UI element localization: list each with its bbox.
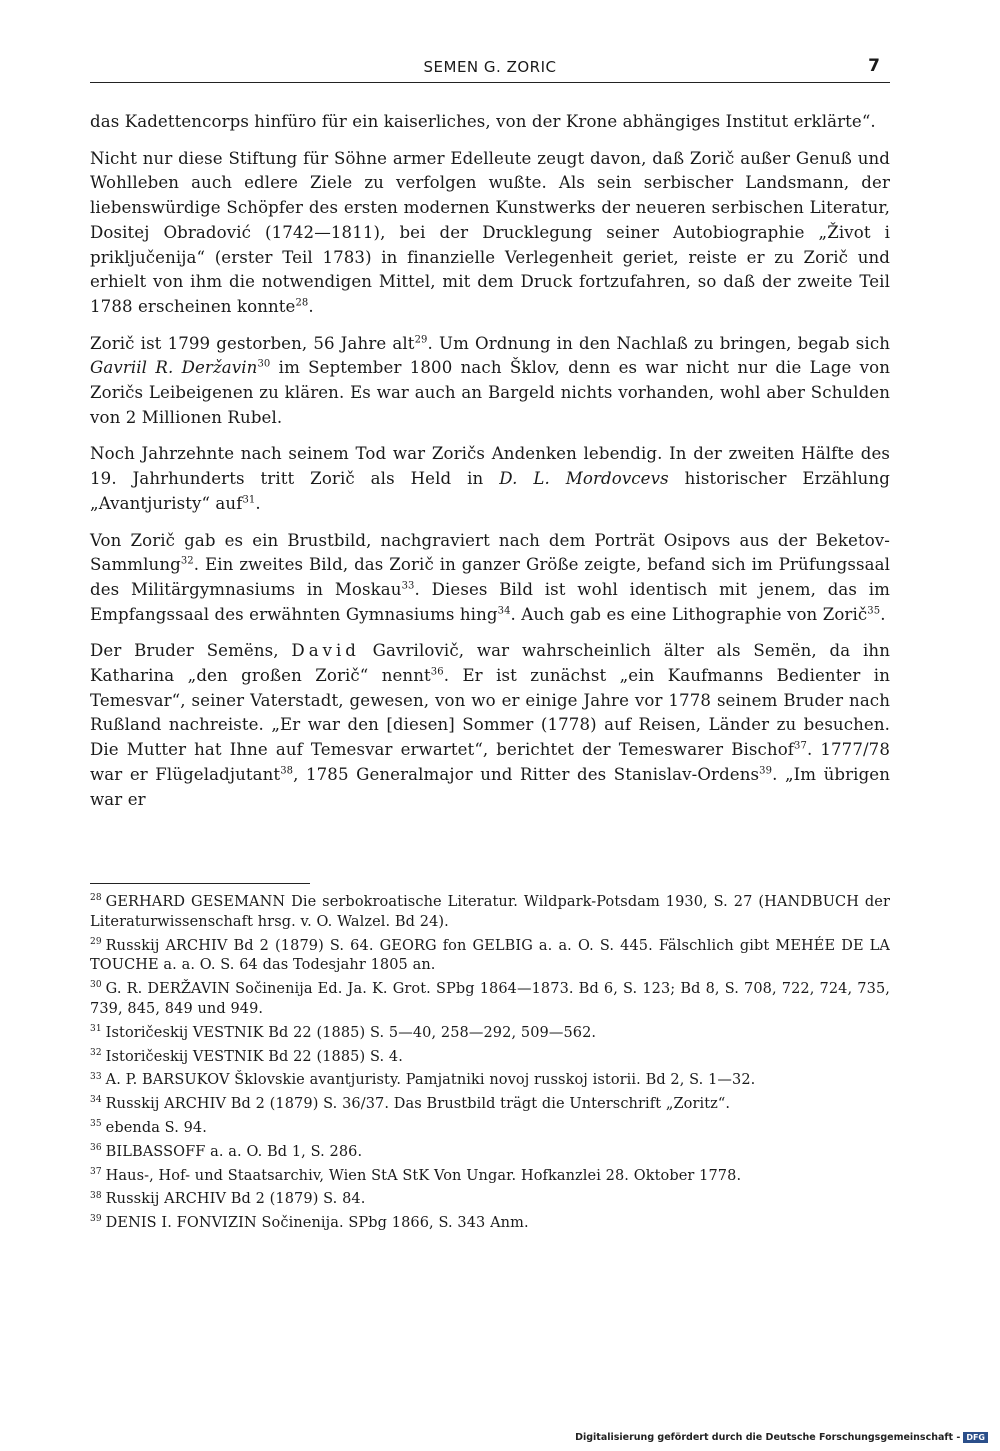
footnote (90, 1167, 890, 1187)
page-number: 7 (868, 56, 880, 76)
footnote-mark: 35 (90, 1119, 102, 1130)
paragraph: Der Bruder Semëns, David Gavrilovič, war wahrscheinlich älter als Semën, da ihn Katharina „den großen Zorič“ nennt$^{36}$. Er ist zunächst „ein Kaufmanns Bedienter in Temesvar“, seiner Vaterstadt, gewesen, von wo er einige Jahre vor 1778 seinem Bruder nach Rußland nachreiste. „Er war den [diesen] Sommer (1778) auf Reisen, Länder zu besuchen. Die Mutter hat Ihne auf Temesvar erwartet“, berichtet der Temeswarer Bischof$^{37}$. 1777/78 war er Flügeladjutant$^{38}$, 1785 Generalmajor und Ritter des Stanislav-Ordens$^{39}$. „Im übrigen war er (90, 641, 890, 809)
footnote (90, 980, 890, 1020)
footnote-text: Istoričeskij VESTNIK Bd 22 (1885) S. 4. (105, 1048, 403, 1065)
footnote-text: ebenda S. 94. (105, 1119, 207, 1136)
footnote-text: A. P. BARSUKOV Šklovskie avantjuristy. Pamjatniki novoj russkoj istorii. Bd 2, S. 1—32. (105, 1072, 756, 1089)
footnote-mark: 38 (90, 1190, 102, 1201)
footnote (90, 937, 890, 977)
footnote-mark: 36 (90, 1142, 102, 1153)
footnote-mark: 32 (90, 1047, 102, 1058)
paragraph: das Kadettencorps hinfüro für ein kaiserliches, von der Krone abhängiges Institut erklärte“. (90, 112, 876, 131)
footnote (90, 1190, 890, 1210)
funding-text: Digitalisierung gefördert durch die Deutsche Forschungsgemeinschaft - (575, 1432, 961, 1443)
footnote-mark: 34 (90, 1095, 102, 1106)
footnote-mark: 31 (90, 1023, 102, 1034)
footnote (90, 1024, 890, 1044)
footnote-rule (90, 883, 310, 884)
footnote-mark: 28 (90, 893, 102, 904)
running-title: SEMEN G. ZORIC (423, 58, 557, 76)
paragraph: Noch Jahrzehnte nach seinem Tod war Zoričs Andenken lebendig. In der zweiten Hälfte des 19. Jahrhunderts tritt Zorič als Held in D. L. Mordovcevs historischer Erzählung „Avantjuristy“ auf$^{31}$. (90, 444, 890, 513)
footnote (90, 1119, 890, 1139)
footnote (90, 1048, 890, 1068)
paragraph: Zorič ist 1799 gestorben, 56 Jahre alt$^{29}$. Um Ordnung in den Nachlaß zu bringen, begab sich Gavriil R. Deržavin$^{30}$ im September 1800 nach Šklov, denn es war nicht nur die Lage von Zoričs Leibeigenen zu klären. Es war auch an Bargeld nichts vorhanden, wohl aber Schulden von 2 Millionen Rubel. (90, 333, 891, 427)
paragraph: Von Zorič gab es ein Brustbild, nachgraviert nach dem Porträt Osipovs aus der Beketov-Sammlung$^{32}$. Ein zweites Bild, das Zorič in ganzer Größe zeigte, befand sich im Prüfungssaal des Militärgymnasiums in Moskau$^{33}$. Dieses Bild ist wohl identisch mit jenem, das im Empfangssaal des erwähnten Gymnasiums hing$^{34}$. Auch gab es eine Lithographie von Zorič$^{35}$. (90, 530, 890, 624)
page-header (90, 54, 890, 83)
footnote-mark: 29 (90, 936, 102, 947)
footnote-text: GERHARD GESEMANN Die serbokroatische Literatur. Wildpark-Potsdam 1930, S. 27 (HANDBUCH der Literaturwissenschaft hrsg. v. O. Walzel. Bd 24). (90, 894, 890, 930)
body-text (90, 110, 890, 824)
footnote-mark: 37 (90, 1166, 102, 1177)
document-page (90, 0, 890, 1451)
funding-notice (575, 1432, 988, 1443)
footnote (90, 1095, 890, 1115)
footnote-text: Haus-, Hof- und Staatsarchiv, Wien StA StK Von Ungar. Hofkanzlei 28. Oktober 1778. (105, 1167, 742, 1184)
footnote-text: Russkij ARCHIV Bd 2 (1879) S. 84. (105, 1191, 366, 1208)
footnote (90, 1071, 890, 1091)
footnote-text: DENIS I. FONVIZIN Sočinenija. SPbg 1866, S. 343 Anm. (105, 1215, 529, 1232)
paragraph: Nicht nur diese Stiftung für Söhne armer Edelleute zeugt davon, daß Zorič außer Genuß und Wohlleben auch edlere Ziele zu verfolgen wußte. Als sein serbischer Landsmann, der liebenswürdige Schöpfer des ersten modernen Kunstwerks der neueren serbischen Literatur, Dositej Obradović (1742—1811), bei der Drucklegung seiner Autobiographie „Život i priključenija“ (erster Teil 1783) in finanzielle Verlegenheit geriet, reiste er zu Zorič und erhielt von ihm die notwendigen Mittel, mit dem Druck fortzufahren, so daß der zweite Teil 1788 erscheinen konnte$^{28}$. (90, 148, 890, 316)
footnote-mark: 39 (90, 1214, 102, 1225)
footnote-text: Istoričeskij VESTNIK Bd 22 (1885) S. 5—40, 258—292, 509—562. (105, 1024, 597, 1041)
footnote-text: Russkij ARCHIV Bd 2 (1879) S. 64. GEORG fon GELBIG a. a. O. S. 445. Fälschlich gibt MEHÉE DE LA TOUCHE a. a. O. S. 64 das Todesjahr 1805 an. (90, 937, 890, 974)
footnote-mark: 30 (90, 980, 102, 991)
footnote-text: Russkij ARCHIV Bd 2 (1879) S. 36/37. Das Brustbild trägt die Unterschrift „Zoritz“. (105, 1096, 731, 1113)
dfg-logo: DFG (963, 1432, 988, 1443)
footnote (90, 1143, 890, 1163)
footnote-text: BILBASSOFF a. a. O. Bd 1, S. 286. (105, 1143, 363, 1160)
footnote-text: G. R. DERŽAVIN Sočinenija Ed. Ja. K. Grot. SPbg 1864—1873. Bd 6, S. 123; Bd 8, S. 708, 722, 724, 735, 739, 845, 849 und 949. (90, 981, 890, 1017)
footnote (90, 1214, 890, 1234)
footnotes (90, 893, 890, 1238)
footnote (90, 893, 890, 933)
footnote-mark: 33 (90, 1071, 102, 1082)
